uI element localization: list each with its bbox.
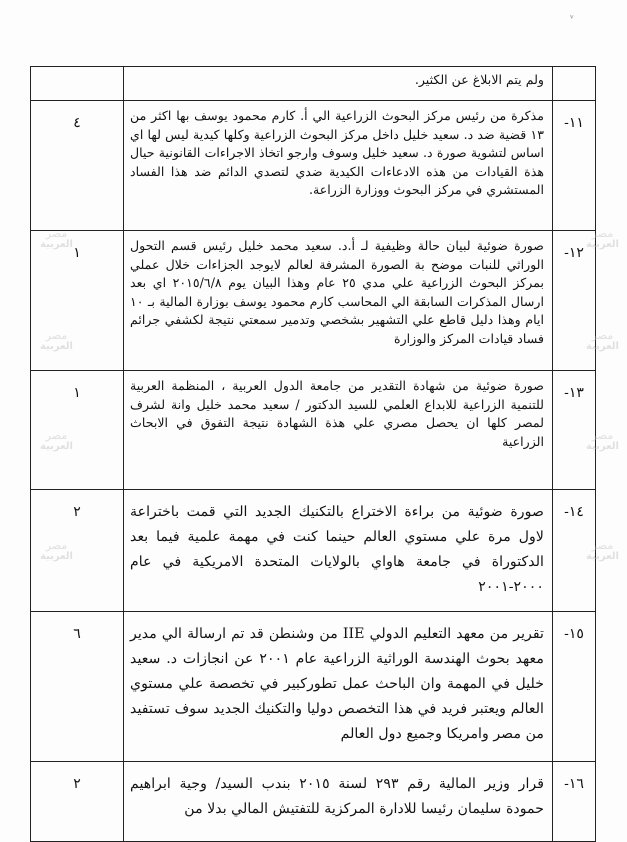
table-row	[31, 371, 596, 490]
scan-mark: ᵛ	[570, 14, 574, 25]
watermark-logo: مصر العربية	[586, 429, 619, 452]
row-count: ٢	[31, 762, 124, 842]
watermark-logo: مصر العربية	[40, 429, 73, 452]
row-count: ٤	[31, 101, 124, 231]
row-description: صورة ضوئية من شهادة التقدير من جامعة الدول العربية ، المنظمة العربية للتنمية الزراعية للابداع العلمي للسيد الدكتور / سعيد محمد خليل وانة لشرف لمصر كلها ان يحصل مصري علي هذة الشهادة نتيجة التفوق في الابحاث الزراعية	[124, 371, 553, 490]
row-description: صورة ضوئية لبيان حالة وظيفية لـ أ.د. سعيد محمد خليل رئيس قسم التحول الوراثي للنبات موضح بة الصورة المشرفة لعالم لايوجد الجزاءات خلال عملي بمركز البحوث الزراعية علي مدي ٢٥ عام وهذا البيان يوم ٢٠١٥/٦/٨ اي بعد ارسال المذكرات السابقة الي المحاسب كارم محمود يوسف بوزارة المالية بـ ١٠ ايام وهذا دليل قاطع علي التشهير بشخصي وتدمير سمعتي نتيجة لكشفي جرائم فساد قيادات المركز والوزارة	[124, 231, 553, 371]
row-number-cell	[553, 67, 596, 101]
row-number: ١٣-	[553, 371, 596, 490]
row-number: ١٢-	[553, 231, 596, 371]
row-count-cell	[31, 67, 124, 101]
row-description: مذكرة من رئيس مركز البحوث الزراعية الي أ. كارم محمود يوسف بها اكثر من ١٣ قضية ضد د. سعيد خليل داخل مركز البحوث الزراعية وكلها كيدية ليس لها اي اساس لتشوية صورة د. سعيد خليل وسوف وارجو اتخاذ الاجراءات القانونية حيال هذة القيادات من هذه الادعاءات الكيدية ضدي لتصدي الدائم ضد هذا الفساد المستشري في مركز البحوث ووزارة الزراعة.	[124, 101, 553, 231]
evidence-table	[30, 66, 596, 842]
watermark-logo: مصر العربية	[586, 539, 619, 562]
table-row	[31, 490, 596, 612]
row-count: ٦	[31, 612, 124, 762]
row-description: صورة ضوئية من براءة الاختراع بالتكنيك الجديد التي قمت باختراعة لاول مرة علي مستوي العالم حينما كنت في مهمة علمية فيما بعد الدكتوراة في جامعة هاواي بالولايات المتحدة الامريكية في عام ٢٠٠٠-٢٠٠١	[124, 490, 553, 612]
watermark-logo: مصر العربية	[40, 539, 73, 562]
row-number: ١١-	[553, 101, 596, 231]
table-row	[31, 762, 596, 842]
row-description: قرار وزير المالية رقم ٢٩٣ لسنة ٢٠١٥ بندب السيد/ وجية ابراهيم حمودة سليمان رئيسا للادارة المركزية للتفتيش المالي بدلا من	[124, 762, 553, 842]
row-number: ١٦-	[553, 762, 596, 842]
row-description: تقرير من معهد التعليم الدولي IIE من وشنطن قد تم ارسالة الي مدير معهد بحوث الهندسة الوراثية الزراعية عام ٢٠٠١ عن انجازات د. سعيد خليل في المهمة وان الباحث عمل تطوركبير في تخصصة علي مستوي العالم ويعتبر فريد في هذا التخصص دوليا والتكنيك الجديد سوف تستفيد من مصر وامريكا وجميع دول العالم	[124, 612, 553, 762]
row-count: ١	[31, 371, 124, 490]
row-count: ١	[31, 231, 124, 371]
watermark-logo: مصر العربية	[586, 227, 619, 250]
table-row	[31, 67, 596, 101]
table-row	[31, 101, 596, 231]
watermark-logo: مصر العربية	[586, 329, 619, 352]
watermark-logo: مصر العربية	[40, 227, 73, 250]
row-number: ١٤-	[553, 490, 596, 612]
row-number: ١٥-	[553, 612, 596, 762]
row-count: ٢	[31, 490, 124, 612]
table-row	[31, 612, 596, 762]
row-description: ولم يتم الابلاغ عن الكثير.	[124, 67, 553, 101]
table-row	[31, 231, 596, 371]
watermark-logo: مصر العربية	[40, 329, 73, 352]
